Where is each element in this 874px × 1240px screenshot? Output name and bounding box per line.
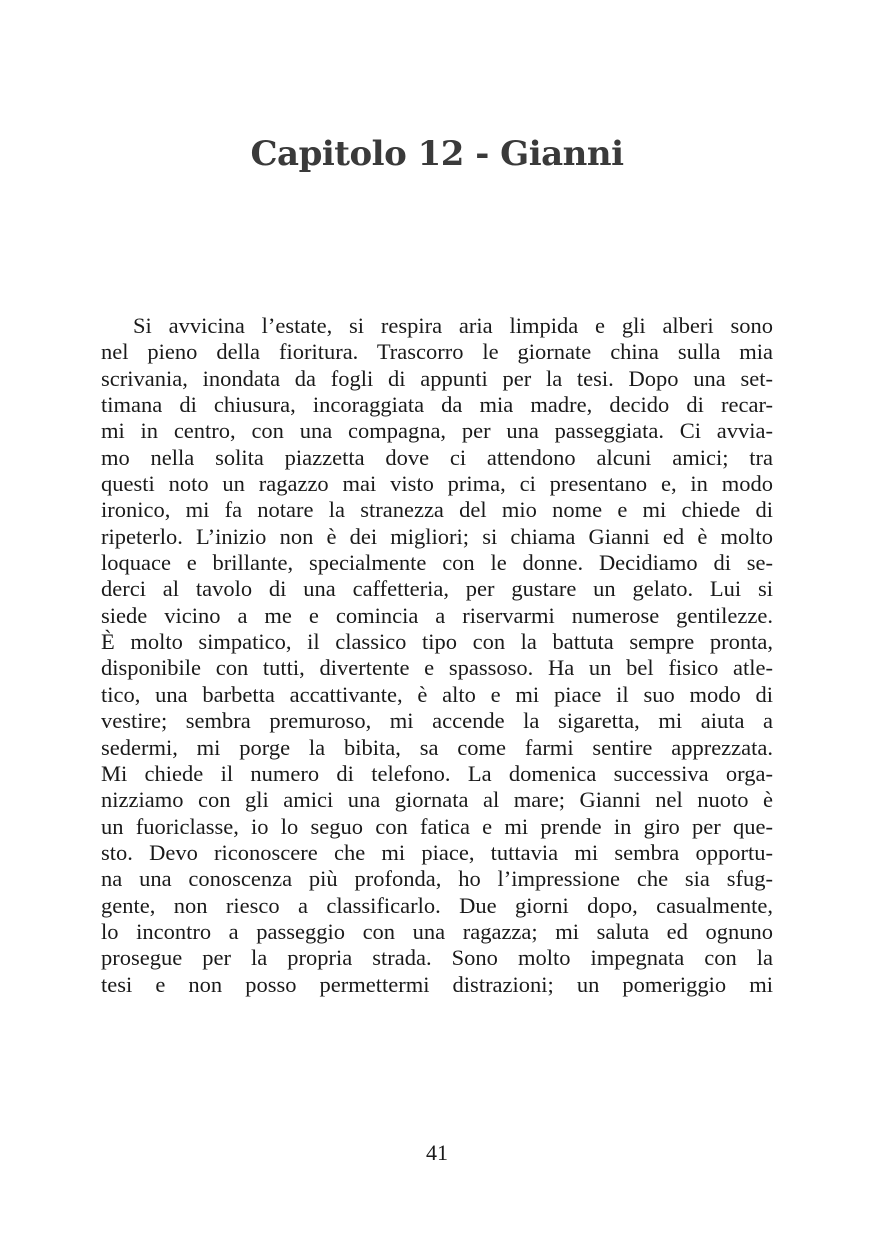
text-line: sedermi, mi porge la bibita, sa come farmi sentire apprezzata. <box>101 734 773 760</box>
text-line: questi noto un ragazzo mai visto prima, ci presentano e, in modo <box>101 471 773 497</box>
text-line: na una conoscenza più profonda, ho l’impressione che sia sfug- <box>101 866 773 892</box>
chapter-body-paragraph <box>101 313 773 998</box>
text-line: tico, una barbetta accattivante, è alto e mi piace il suo modo di <box>101 681 773 707</box>
text-line: mo nella solita piazzetta dove ci attendono alcuni amici; tra <box>101 444 773 470</box>
text-line: nel pieno della fioritura. Trascorro le giornate china sulla mia <box>101 339 773 365</box>
text-line: timana di chiusura, incoraggiata da mia madre, decido di recar- <box>101 392 773 418</box>
text-line: È molto simpatico, il classico tipo con la battuta sempre pronta, <box>101 629 773 655</box>
text-line: gente, non riesco a classificarlo. Due giorni dopo, casualmente, <box>101 892 773 918</box>
text-line: Mi chiede il numero di telefono. La domenica successiva orga- <box>101 760 773 786</box>
text-line: scrivania, inondata da fogli di appunti per la tesi. Dopo una set- <box>101 365 773 391</box>
text-line: Si avvicina l’estate, si respira aria limpida e gli alberi sono <box>133 313 773 338</box>
text-line: vestire; sembra premuroso, mi accende la sigaretta, mi aiuta a <box>101 708 773 734</box>
text-line: prosegue per la propria strada. Sono molto impegnata con la <box>101 945 773 971</box>
text-line: loquace e brillante, specialmente con le donne. Decidiamo di se- <box>101 550 773 576</box>
text-line: lo incontro a passeggio con una ragazza; mi saluta ed ognuno <box>101 918 773 944</box>
text-line: un fuoriclasse, io lo seguo con fatica e mi prende in giro per que- <box>101 813 773 839</box>
text-line: disponibile con tutti, divertente e spassoso. Ha un bel fisico atle- <box>101 655 773 681</box>
text-line: ironico, mi fa notare la stranezza del mio nome e mi chiede di <box>101 497 773 523</box>
chapter-title: Capitolo 12 - Gianni <box>250 134 624 174</box>
text-line: ripeterlo. L’inizio non è dei migliori; si chiama Gianni ed è molto <box>101 523 773 549</box>
text-line: mi in centro, con una compagna, per una passeggiata. Ci avvia- <box>101 418 773 444</box>
text-line: tesi e non posso permettermi distrazioni; un pomeriggio mi <box>101 971 773 997</box>
text-line: nizziamo con gli amici una giornata al mare; Gianni nel nuoto è <box>101 787 773 813</box>
text-line: derci al tavolo di una caffetteria, per gustare un gelato. Lui si <box>101 576 773 602</box>
text-line: sto. Devo riconoscere che mi piace, tuttavia mi sembra opportu- <box>101 839 773 865</box>
page-number: 41 <box>426 1140 448 1165</box>
text-line: siede vicino a me e comincia a riservarmi numerose gentilezze. <box>101 602 773 628</box>
